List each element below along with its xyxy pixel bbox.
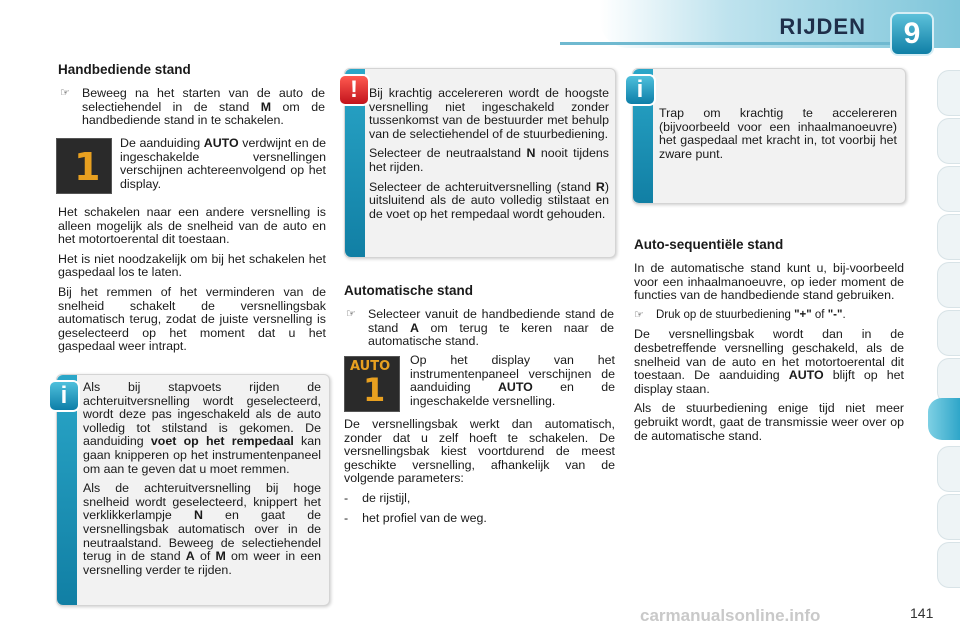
body-paragraph: In de automatische stand kunt u, bij-voorbeeld voor een inhaalmanoeuvre, op ieder moment de functies van de handbediende stand gebruiken.	[634, 261, 904, 303]
manual-body	[58, 206, 326, 354]
caption-text: De aanduiding	[120, 136, 204, 150]
side-tab[interactable]	[937, 310, 960, 356]
info-text: Als bij stapvoets rijden de achteruitversnelling wordt geselecteerd, wordt deze pas ingeschakeld als de auto volledig tot stilstand is gekomen. De aanduiding	[83, 380, 321, 449]
key-label: N	[193, 508, 203, 523]
sequential-body	[634, 262, 904, 443]
info-icon: i	[626, 76, 654, 104]
watermark: carmanualsonline.info	[640, 606, 821, 625]
automatic-body	[344, 418, 615, 525]
chapter-number-badge: 9	[890, 12, 934, 56]
body-paragraph: Als de stuurbediening enige tijd niet meer gebruikt wordt, gaat de transmissie weer over op de automatische stand.	[634, 401, 904, 443]
info-text: of	[194, 549, 216, 564]
display-caption	[410, 354, 615, 408]
warning-text: ) uitsluitend als de auto volledig stilstaat en de voet op het rempedaal wordt gehouden.	[369, 179, 609, 221]
body-paragraph: Bij het remmen of het verminderen van de snelheid schakelt de versnellingsbak automatisch terug, zodat de juiste versnelling is geselecteerd op het moment dat u het gaspedaal weer intrapt.	[58, 284, 326, 354]
info-box-reverse	[56, 374, 330, 606]
side-tab[interactable]	[937, 494, 960, 540]
caption-text: Op het display van het instrumentenpaneel verschijnen de aanduiding	[410, 353, 615, 395]
manual-bullet	[60, 87, 325, 128]
side-tab[interactable]	[937, 542, 960, 588]
key-label: A	[409, 320, 419, 335]
body-paragraph	[634, 328, 904, 396]
pointing-finger-icon: ☞	[60, 87, 70, 99]
info-icon: i	[50, 382, 78, 410]
display-digit: 1	[363, 371, 386, 409]
body-text: De versnellingsbak wordt dan in de desbetreffende versnelling geschakeld, als de snelheid van de auto en het motortoerental dit toestaan. De aanduiding	[634, 327, 904, 383]
warning-text: nooit tijdens het rijden.	[369, 146, 609, 174]
list-dash: -	[344, 490, 349, 505]
caption-text: verdwijnt en de ingeschakelde versnellingen verschijnen achtereenvolgend op het display.	[120, 136, 326, 191]
info-text: en gaat de versnellingsbak automatisch over in de neutraalstand. Beweeg de selectiehendel terug in de stand	[83, 508, 322, 564]
side-tab[interactable]	[937, 118, 960, 164]
info-box-accelerate	[632, 68, 906, 204]
bullet-text: Selecteer vanuit de handbediende stand de stand	[368, 307, 614, 335]
side-tab[interactable]	[937, 446, 960, 492]
body-paragraph: De versnellingsbak werkt dan automatisch, zonder dat u zelf hoeft te schakelen. De versnellingsbak kiest voortdurend de meest geschikte versnelling, afhankelijk van de volgende parameters:	[344, 417, 615, 486]
chapter-title: RIJDEN	[779, 14, 866, 39]
caption-text: en de ingeschakelde versnelling.	[410, 380, 615, 408]
header-rule	[560, 42, 900, 45]
warning-icon: !	[340, 76, 368, 104]
list-item-text: de rijstijl,	[362, 490, 411, 505]
info-text: Als de achteruitversnelling bij hoge snelheid wordt geselecteerd, knippert het verklikkerlampje	[83, 481, 321, 523]
parameter-list	[344, 492, 615, 525]
side-tab-active[interactable]	[928, 398, 960, 440]
bullet-text: of	[811, 308, 828, 321]
side-tab[interactable]	[937, 214, 960, 260]
key-label: A	[185, 549, 195, 564]
list-item	[344, 492, 615, 506]
key-label: M	[215, 549, 226, 564]
info-text: kan gaan knipperen op het instrumentenpaneel om aan te geven dat u moet remmen.	[83, 434, 321, 476]
info-box-text	[659, 107, 897, 161]
body-paragraph: Het is niet noodzakelijk om bij het schakelen het gaspedaal los te laten.	[58, 251, 326, 280]
body-text: blijft op het display staan.	[634, 368, 905, 396]
list-dash: -	[344, 510, 349, 525]
pointing-finger-icon: ☞	[346, 308, 356, 320]
side-tab[interactable]	[937, 262, 960, 308]
warning-box	[344, 68, 616, 258]
bullet-text: Beweeg na het starten van de auto de selectiehendel in de stand	[82, 86, 325, 114]
display-caption	[120, 137, 326, 191]
warning-text: Selecteer de achteruitversnelling (stand	[369, 179, 596, 194]
warning-text: Selecteer de neutraalstand	[369, 146, 527, 161]
info-text: om weer in een versnelling verder te rijden.	[83, 549, 322, 577]
sequential-bullet	[634, 309, 904, 323]
automatic-bullet	[346, 308, 614, 349]
bullet-text: Druk op de stuurbediening	[656, 308, 795, 321]
page-number: 141	[910, 605, 934, 621]
auto-display-image	[344, 356, 400, 412]
section-heading-automatic: Automatische stand	[344, 283, 474, 298]
bullet-text: .	[842, 308, 846, 321]
key-label: voet op het rempedaal	[150, 434, 294, 449]
section-heading-sequential: Auto-sequentiële stand	[634, 237, 784, 252]
list-item	[344, 512, 615, 526]
bullet-text: om de handbediende stand in te schakelen.	[82, 99, 325, 128]
body-paragraph: Het schakelen naar een andere versnelling is alleen mogelijk als de snelheid van de auto en het motortoerental dit toestaan.	[58, 205, 326, 247]
side-tab[interactable]	[937, 166, 960, 212]
display-auto-text: AUTO	[350, 359, 391, 374]
gear-display-image	[56, 138, 112, 194]
warning-box-text	[369, 87, 609, 221]
pointing-finger-icon: ☞	[634, 308, 644, 321]
key-label: AUTO	[203, 136, 239, 150]
key-label: AUTO	[497, 380, 533, 395]
key-label: N	[526, 146, 536, 161]
list-item-text: het profiel van de weg.	[362, 510, 487, 525]
side-tab[interactable]	[937, 70, 960, 116]
key-label: M	[260, 99, 272, 114]
warning-text: Bij krachtig accelereren wordt de hoogste versnelling niet ingeschakeld zonder tussenkomst van de bestuurder met behulp van de selectiehendel of de stuurbediening.	[369, 86, 609, 141]
info-text: Trap om krachtig te accelereren (bijvoorbeeld voor een inhaalmanoeuvre) het gaspedaal met kracht in, tot voorbij het zware punt.	[659, 106, 897, 161]
key-label: "+"	[794, 308, 812, 321]
bullet-text: om terug te keren naar de automatische stand.	[368, 320, 614, 349]
section-heading-manual: Handbediende stand	[58, 62, 191, 77]
info-box-text	[83, 381, 321, 577]
key-label: AUTO	[788, 368, 824, 383]
display-digit: 1	[74, 145, 101, 189]
key-label: R	[595, 179, 605, 194]
key-label: "-"	[827, 308, 843, 321]
